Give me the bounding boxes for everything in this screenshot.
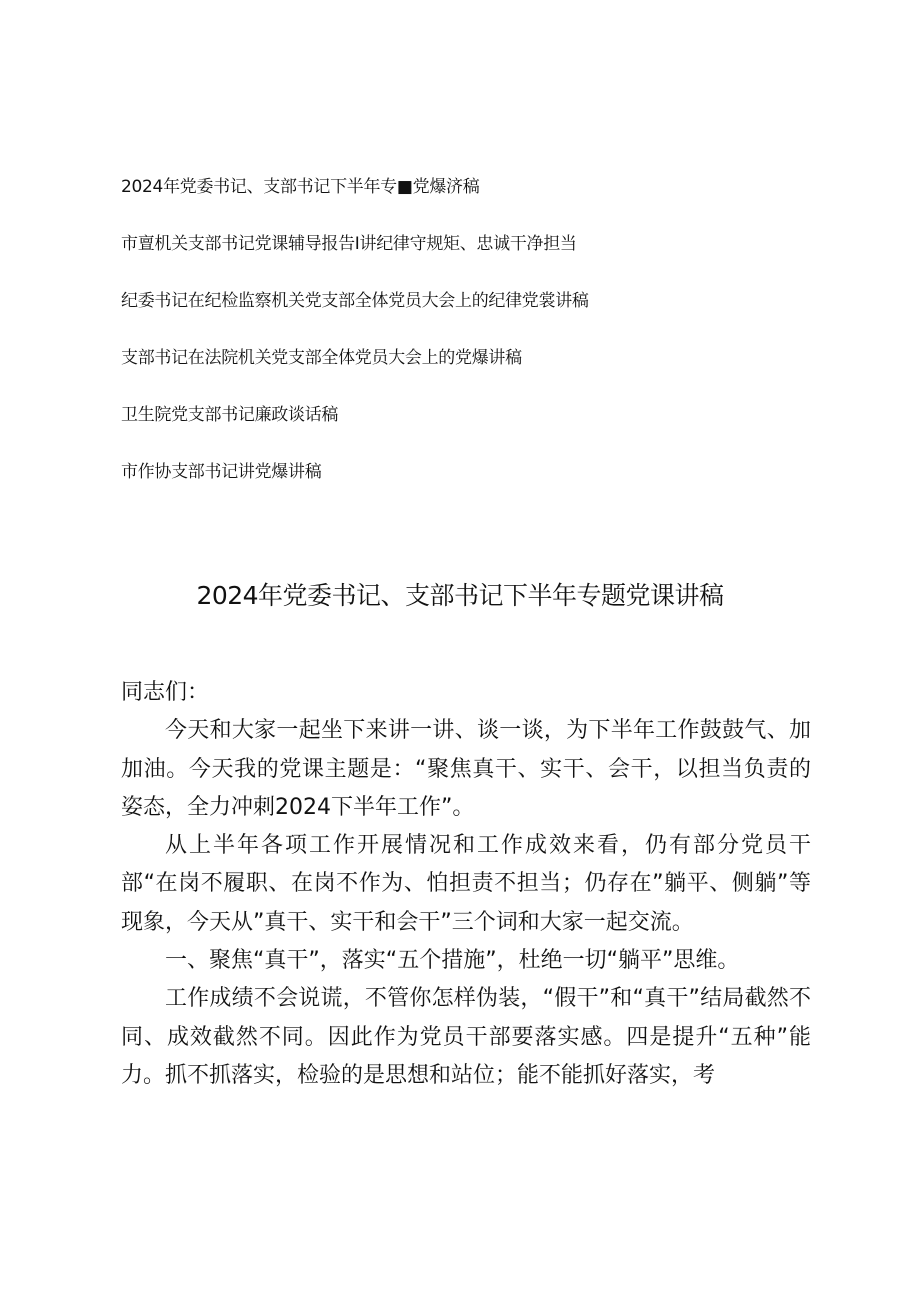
document-body <box>121 674 811 1095</box>
body-paragraph: 今天和大家一起坐下来讲一讲、谈一谈，为下半年工作鼓鼓气、加加油。今天我的党课主题是：“聚焦真干、实干、会干，以担当负责的姿态，全力冲刺2024下半年工作”。 <box>121 718 811 820</box>
toc-item: 市亶机关支部书记党课辅导报告I讲纪律守规矩、忠诚干净担当 <box>121 234 577 254</box>
body-paragraph: 工作成绩不会说谎，不管你怎样伪装，“假干”和“真干”结局截然不同、成效截然不同。因此作为党员干部要落实感。四是提升“五种”能力。抓不抓落实，检验的是思想和站位；能不能抓好落实，考 <box>121 986 811 1088</box>
section-heading: 一、聚焦“真干”，落实“五个措施”，杜绝一切“躺平”思维。 <box>165 948 740 974</box>
toc-item: 卫生院党支部书记廉政谈话稿 <box>121 405 339 425</box>
toc-item: 市作协支部书记讲党爆讲稿 <box>121 462 322 482</box>
document-title: 2024年党委书记、支部书记下半年专题党课讲稿 <box>196 581 724 610</box>
toc-item: 2024年党委书记、支部书记下半年专■党爆济稿 <box>121 177 480 197</box>
toc-item: 支部书记在法院机关党支部全体党员大会上的党爆讲稿 <box>121 348 522 368</box>
table-of-contents <box>121 175 821 517</box>
body-paragraph: 从上半年各项工作开展情况和工作成效来看，仍有部分党员干部“在岗不履职、在岗不作为、怕担责不担当；仍存在”躺平、侧躺”等现象，今天从”真干、实干和会干”三个词和大家一起交流。 <box>121 833 811 935</box>
toc-item: 纪委书记在纪检监察机关党支部全体党员大会上的纪律党裳讲稿 <box>121 291 589 311</box>
salutation: 同志们： <box>121 680 210 705</box>
